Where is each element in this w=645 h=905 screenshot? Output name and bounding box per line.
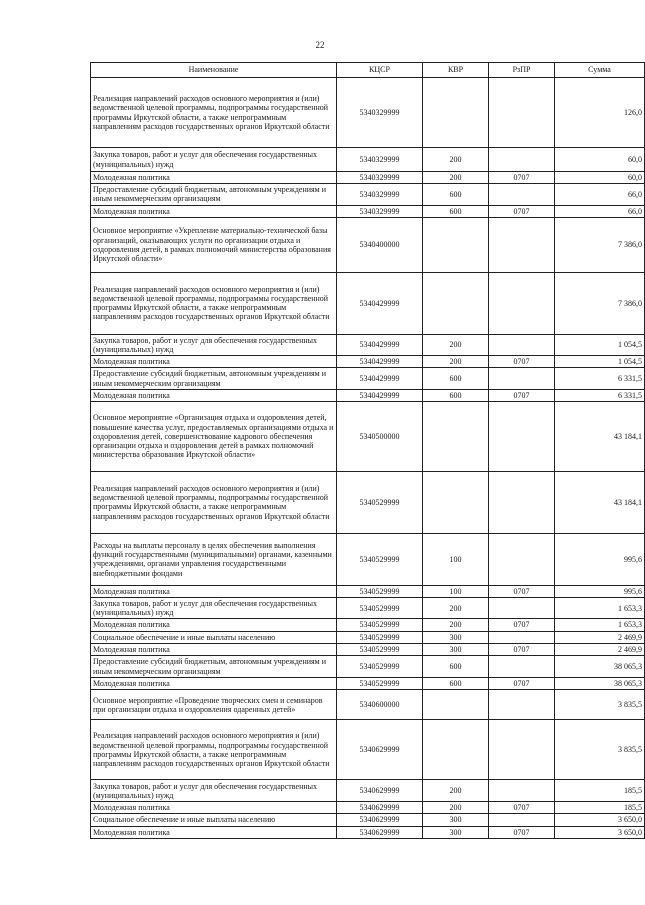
cell-kcsr: 5340600000 bbox=[337, 690, 423, 720]
cell-kcsr: 5340429999 bbox=[337, 272, 423, 334]
cell-sum: 6 331,5 bbox=[555, 389, 645, 401]
cell-kvr: 100 bbox=[423, 585, 489, 597]
cell-kcsr: 5340500000 bbox=[337, 401, 423, 471]
cell-sum: 1 653,3 bbox=[555, 619, 645, 631]
cell-kvr: 200 bbox=[423, 780, 489, 802]
cell-name: Молодежная политика bbox=[91, 619, 337, 631]
cell-kcsr: 5340629999 bbox=[337, 802, 423, 814]
table-row bbox=[91, 401, 645, 471]
cell-kvr: 600 bbox=[423, 184, 489, 205]
cell-sum: 38 065,3 bbox=[555, 678, 645, 690]
cell-name: Основное мероприятие «Укрепление материально-технической базы организаций, оказывающих услуги по организации отдыха и оздоровления детей, в рамках полномочий министерства образования Иркутской области» bbox=[91, 217, 337, 272]
table-body bbox=[91, 78, 645, 839]
cell-kcsr: 5340529999 bbox=[337, 631, 423, 643]
table-row bbox=[91, 334, 645, 355]
column-header-kcsr: КЦСР bbox=[337, 63, 423, 78]
cell-rzpr: 0707 bbox=[489, 172, 555, 184]
table-row bbox=[91, 720, 645, 780]
table-row bbox=[91, 205, 645, 217]
cell-kcsr: 5340629999 bbox=[337, 814, 423, 826]
cell-rzpr bbox=[489, 471, 555, 533]
column-header-kvr: КВР bbox=[423, 63, 489, 78]
cell-name: Молодежная политика bbox=[91, 678, 337, 690]
cell-kvr: 200 bbox=[423, 619, 489, 631]
cell-sum: 60,0 bbox=[555, 148, 645, 172]
cell-rzpr bbox=[489, 78, 555, 148]
cell-name: Предоставление субсидий бюджетным, автономным учреждениям и иным некоммерческим организациям bbox=[91, 368, 337, 389]
cell-kcsr: 5340429999 bbox=[337, 334, 423, 355]
cell-kvr bbox=[423, 217, 489, 272]
cell-name: Молодежная политика bbox=[91, 826, 337, 838]
cell-kcsr: 5340429999 bbox=[337, 356, 423, 368]
cell-kvr bbox=[423, 690, 489, 720]
cell-name: Основное мероприятие «Организация отдыха и оздоровления детей, повышение качества услуг, предоставляемых организациями отдыха и оздоровления детей, совершенствование кадрового обеспечения организации отдыха и оздоровления детей в рамках полномочий министерства образования Иркутской области» bbox=[91, 401, 337, 471]
table-row bbox=[91, 368, 645, 389]
cell-sum: 3 835,5 bbox=[555, 690, 645, 720]
cell-name: Закупка товаров, работ и услуг для обеспечения государственных (муниципальных) нужд bbox=[91, 148, 337, 172]
cell-kcsr: 5340529999 bbox=[337, 678, 423, 690]
cell-rzpr bbox=[489, 401, 555, 471]
cell-sum: 1 054,5 bbox=[555, 334, 645, 355]
cell-name: Молодежная политика bbox=[91, 205, 337, 217]
cell-sum: 3 835,5 bbox=[555, 720, 645, 780]
cell-sum: 7 386,0 bbox=[555, 217, 645, 272]
cell-kvr bbox=[423, 471, 489, 533]
cell-kvr bbox=[423, 720, 489, 780]
cell-kcsr: 5340629999 bbox=[337, 826, 423, 838]
cell-name: Предоставление субсидий бюджетным, автономным учреждениям и иным некоммерческим организациям bbox=[91, 656, 337, 678]
cell-name: Молодежная политика bbox=[91, 389, 337, 401]
cell-rzpr bbox=[489, 368, 555, 389]
cell-kcsr: 5340529999 bbox=[337, 471, 423, 533]
cell-kvr: 600 bbox=[423, 389, 489, 401]
table-row bbox=[91, 656, 645, 678]
table-row bbox=[91, 148, 645, 172]
cell-sum: 185,5 bbox=[555, 780, 645, 802]
cell-rzpr: 0707 bbox=[489, 643, 555, 655]
cell-rzpr bbox=[489, 217, 555, 272]
cell-name: Закупка товаров, работ и услуг для обеспечения государственных (муниципальных) нужд bbox=[91, 780, 337, 802]
column-header-name: Наименование bbox=[91, 63, 337, 78]
table-row bbox=[91, 631, 645, 643]
cell-sum: 995,6 bbox=[555, 533, 645, 585]
cell-kcsr: 5340400000 bbox=[337, 217, 423, 272]
budget-table-container bbox=[90, 62, 644, 839]
table-header-row bbox=[91, 63, 645, 78]
cell-kcsr: 5340529999 bbox=[337, 598, 423, 619]
budget-table bbox=[90, 62, 645, 839]
cell-sum: 126,0 bbox=[555, 78, 645, 148]
table-row bbox=[91, 533, 645, 585]
cell-rzpr: 0707 bbox=[489, 802, 555, 814]
cell-rzpr bbox=[489, 814, 555, 826]
cell-kvr: 200 bbox=[423, 598, 489, 619]
cell-kcsr: 5340329999 bbox=[337, 172, 423, 184]
cell-sum: 43 184,1 bbox=[555, 471, 645, 533]
cell-sum: 2 469,9 bbox=[555, 631, 645, 643]
cell-sum: 7 386,0 bbox=[555, 272, 645, 334]
table-row bbox=[91, 619, 645, 631]
cell-kvr: 200 bbox=[423, 802, 489, 814]
table-row bbox=[91, 690, 645, 720]
cell-name: Реализация направлений расходов основного мероприятия и (или) ведомственной целевой программы, подпрограммы государственной программы Иркутской области, а также непрограммным направлениям расходов государственных органов Иркутской области bbox=[91, 272, 337, 334]
table-row bbox=[91, 471, 645, 533]
cell-kcsr: 5340629999 bbox=[337, 720, 423, 780]
cell-sum: 66,0 bbox=[555, 184, 645, 205]
cell-sum: 3 650,0 bbox=[555, 826, 645, 838]
cell-kcsr: 5340329999 bbox=[337, 148, 423, 172]
cell-kcsr: 5340529999 bbox=[337, 643, 423, 655]
cell-name: Реализация направлений расходов основного мероприятия и (или) ведомственной целевой программы, подпрограммы государственной программы Иркутской области, а также непрограммным направлениям расходов государственных органов Иркутской области bbox=[91, 471, 337, 533]
cell-kvr: 600 bbox=[423, 368, 489, 389]
cell-sum: 43 184,1 bbox=[555, 401, 645, 471]
cell-name: Основное мероприятие «Проведение творческих смен и семинаров при организации отдыха и оздоровления одаренных детей» bbox=[91, 690, 337, 720]
table-row bbox=[91, 172, 645, 184]
cell-kcsr: 5340529999 bbox=[337, 656, 423, 678]
cell-sum: 60,0 bbox=[555, 172, 645, 184]
table-row bbox=[91, 598, 645, 619]
cell-sum: 2 469,9 bbox=[555, 643, 645, 655]
cell-rzpr bbox=[489, 272, 555, 334]
cell-rzpr bbox=[489, 780, 555, 802]
cell-kcsr: 5340329999 bbox=[337, 184, 423, 205]
cell-kvr bbox=[423, 78, 489, 148]
cell-rzpr: 0707 bbox=[489, 205, 555, 217]
table-row bbox=[91, 184, 645, 205]
cell-kvr bbox=[423, 401, 489, 471]
cell-kvr: 600 bbox=[423, 205, 489, 217]
cell-name: Расходы на выплаты персоналу в целях обеспечения выполнения функций государственными (муниципальными) органами, казенными учреждениями, органами управления государственными внебюджетными фондами bbox=[91, 533, 337, 585]
cell-sum: 38 065,3 bbox=[555, 656, 645, 678]
cell-rzpr bbox=[489, 334, 555, 355]
table-row bbox=[91, 585, 645, 597]
cell-kvr: 600 bbox=[423, 678, 489, 690]
cell-rzpr bbox=[489, 690, 555, 720]
cell-kcsr: 5340529999 bbox=[337, 533, 423, 585]
cell-sum: 66,0 bbox=[555, 205, 645, 217]
table-row bbox=[91, 814, 645, 826]
table-row bbox=[91, 389, 645, 401]
cell-name: Закупка товаров, работ и услуг для обеспечения государственных (муниципальных) нужд bbox=[91, 334, 337, 355]
cell-sum: 185,5 bbox=[555, 802, 645, 814]
cell-rzpr bbox=[489, 720, 555, 780]
table-row bbox=[91, 217, 645, 272]
cell-sum: 995,6 bbox=[555, 585, 645, 597]
cell-name: Молодежная политика bbox=[91, 172, 337, 184]
cell-name: Реализация направлений расходов основного мероприятия и (или) ведомственной целевой программы, подпрограммы государственной программы Иркутской области, а также непрограммным направлениям расходов государственных органов Иркутской области bbox=[91, 720, 337, 780]
cell-name: Реализация направлений расходов основного мероприятия и (или) ведомственной целевой программы, подпрограммы государственной программы Иркутской области, а также непрограммным направлениям расходов государственных органов Иркутской области bbox=[91, 78, 337, 148]
table-row bbox=[91, 272, 645, 334]
cell-rzpr: 0707 bbox=[489, 678, 555, 690]
cell-rzpr: 0707 bbox=[489, 826, 555, 838]
cell-sum: 1 653,3 bbox=[555, 598, 645, 619]
cell-rzpr: 0707 bbox=[489, 356, 555, 368]
column-header-sum: Сумма bbox=[555, 63, 645, 78]
cell-sum: 3 650,0 bbox=[555, 814, 645, 826]
cell-kvr: 300 bbox=[423, 631, 489, 643]
cell-kcsr: 5340529999 bbox=[337, 585, 423, 597]
cell-kvr: 600 bbox=[423, 656, 489, 678]
cell-rzpr bbox=[489, 598, 555, 619]
cell-rzpr bbox=[489, 148, 555, 172]
page-number: 22 bbox=[315, 40, 325, 50]
cell-kvr: 300 bbox=[423, 643, 489, 655]
cell-kcsr: 5340429999 bbox=[337, 389, 423, 401]
cell-kvr: 100 bbox=[423, 533, 489, 585]
cell-rzpr bbox=[489, 533, 555, 585]
cell-kvr bbox=[423, 272, 489, 334]
cell-kcsr: 5340329999 bbox=[337, 78, 423, 148]
cell-rzpr: 0707 bbox=[489, 389, 555, 401]
cell-kcsr: 5340329999 bbox=[337, 205, 423, 217]
table-row bbox=[91, 78, 645, 148]
cell-rzpr bbox=[489, 184, 555, 205]
cell-rzpr: 0707 bbox=[489, 619, 555, 631]
cell-sum: 6 331,5 bbox=[555, 368, 645, 389]
cell-kvr: 300 bbox=[423, 826, 489, 838]
cell-sum: 1 054,5 bbox=[555, 356, 645, 368]
cell-kvr: 200 bbox=[423, 356, 489, 368]
cell-name: Предоставление субсидий бюджетным, автономным учреждениям и иным некоммерческим организациям bbox=[91, 184, 337, 205]
cell-rzpr bbox=[489, 631, 555, 643]
cell-kcsr: 5340629999 bbox=[337, 780, 423, 802]
table-row bbox=[91, 780, 645, 802]
cell-name: Молодежная политика bbox=[91, 356, 337, 368]
cell-kvr: 300 bbox=[423, 814, 489, 826]
cell-kvr: 200 bbox=[423, 148, 489, 172]
table-row bbox=[91, 802, 645, 814]
cell-name: Молодежная политика bbox=[91, 802, 337, 814]
cell-kvr: 200 bbox=[423, 172, 489, 184]
column-header-rzpr: РзПР bbox=[489, 63, 555, 78]
table-row bbox=[91, 643, 645, 655]
cell-kcsr: 5340529999 bbox=[337, 619, 423, 631]
table-row bbox=[91, 826, 645, 838]
table-row bbox=[91, 678, 645, 690]
cell-name: Молодежная политика bbox=[91, 585, 337, 597]
cell-name: Молодежная политика bbox=[91, 643, 337, 655]
cell-kcsr: 5340429999 bbox=[337, 368, 423, 389]
cell-name: Социальное обеспечение и иные выплаты населению bbox=[91, 631, 337, 643]
cell-kvr: 200 bbox=[423, 334, 489, 355]
cell-rzpr: 0707 bbox=[489, 585, 555, 597]
table-row bbox=[91, 356, 645, 368]
cell-rzpr bbox=[489, 656, 555, 678]
cell-name: Социальное обеспечение и иные выплаты населению bbox=[91, 814, 337, 826]
cell-name: Закупка товаров, работ и услуг для обеспечения государственных (муниципальных) нужд bbox=[91, 598, 337, 619]
